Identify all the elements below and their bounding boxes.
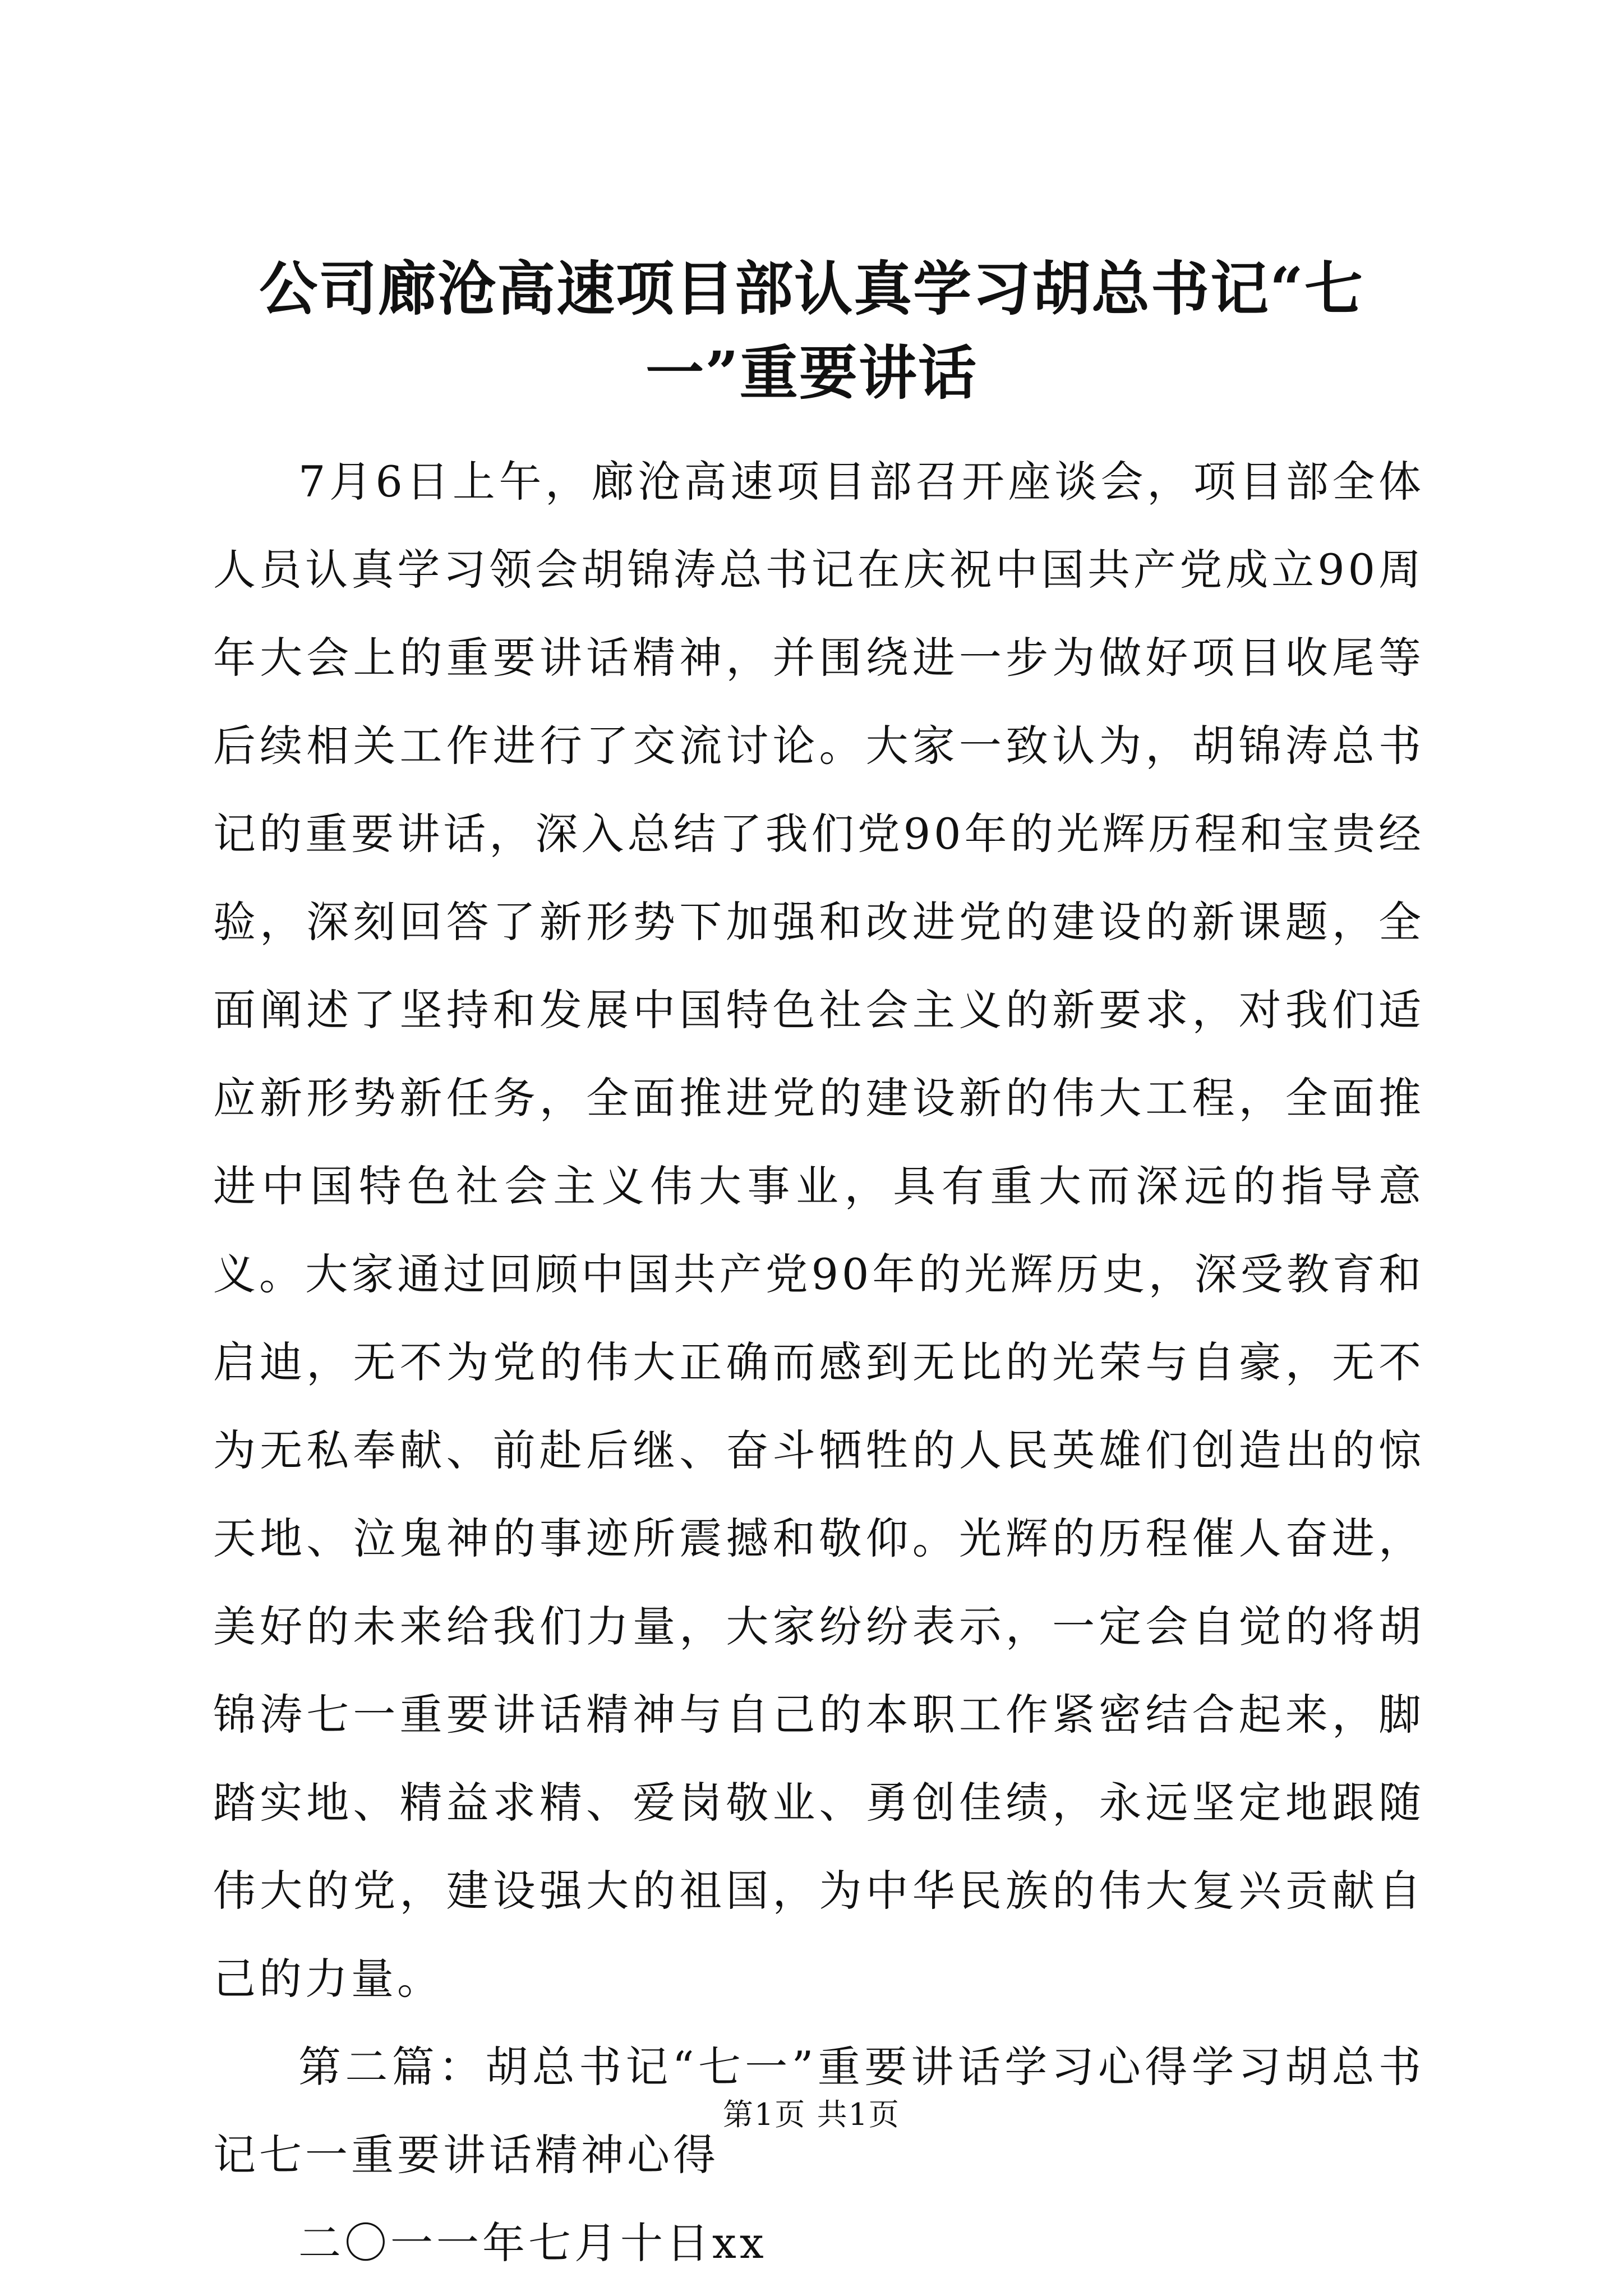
- page-number-footer: 第1页 共1页: [723, 2097, 900, 2132]
- body-paragraph-2: 第二篇：胡总书记“七一”重要讲话学习心得学习胡总书记七一重要讲话精神心得: [213, 2042, 1424, 2180]
- body-paragraph-3: 二〇一一年七月十日xx: [298, 2218, 767, 2268]
- document-title-line-1: 公司廊沧高速项目部认真学习胡总书记“七: [259, 254, 1364, 323]
- document-body: [213, 438, 1424, 2287]
- document-title-line-2: 一”重要讲话: [645, 338, 978, 407]
- body-paragraph-1: 7月6日上午，廊沧高速项目部召开座谈会，项目部全体人员认真学习领会胡锦涛总书记在庆祝中国共产党成立90周年大会上的重要讲话精神，并围绕进一步为做好项目收尾等后续相关工作进行了交流讨论。大家一致认为，胡锦涛总书记的重要讲话，深入总结了我们党90年的光辉历程和宝贵经验，深刻回答了新形势下加强和改进党的建设的新课题，全面阐述了坚持和发展中国特色社会主义的新要求，对我们适应新形势新任务，全面推进党的建设新的伟大工程，全面推进中国特色社会主义伟大事业，具有重大而深远的指导意义。大家通过回顾中国共产党90年的光辉历史，深受教育和启迪，无不为党的伟大正确而感到无比的光荣与自豪，无不为无私奉献、前赴后继、奋斗牺牲的人民英雄们创造出的惊天地、泣鬼神的事迹所震撼和敬仰。光辉的历程催人奋进，美好的未来给我们力量，大家纷纷表示，一定会自觉的将胡锦涛七一重要讲话精神与自己的本职工作紧密结合起来，脚踏实地、精益求精、爱岗敬业、勇创佳绩，永远坚定地跟随伟大的党，建设强大的祖国，为中华民族的伟大复兴贡献自己的力量。: [213, 457, 1424, 2004]
- document-title: [213, 247, 1410, 415]
